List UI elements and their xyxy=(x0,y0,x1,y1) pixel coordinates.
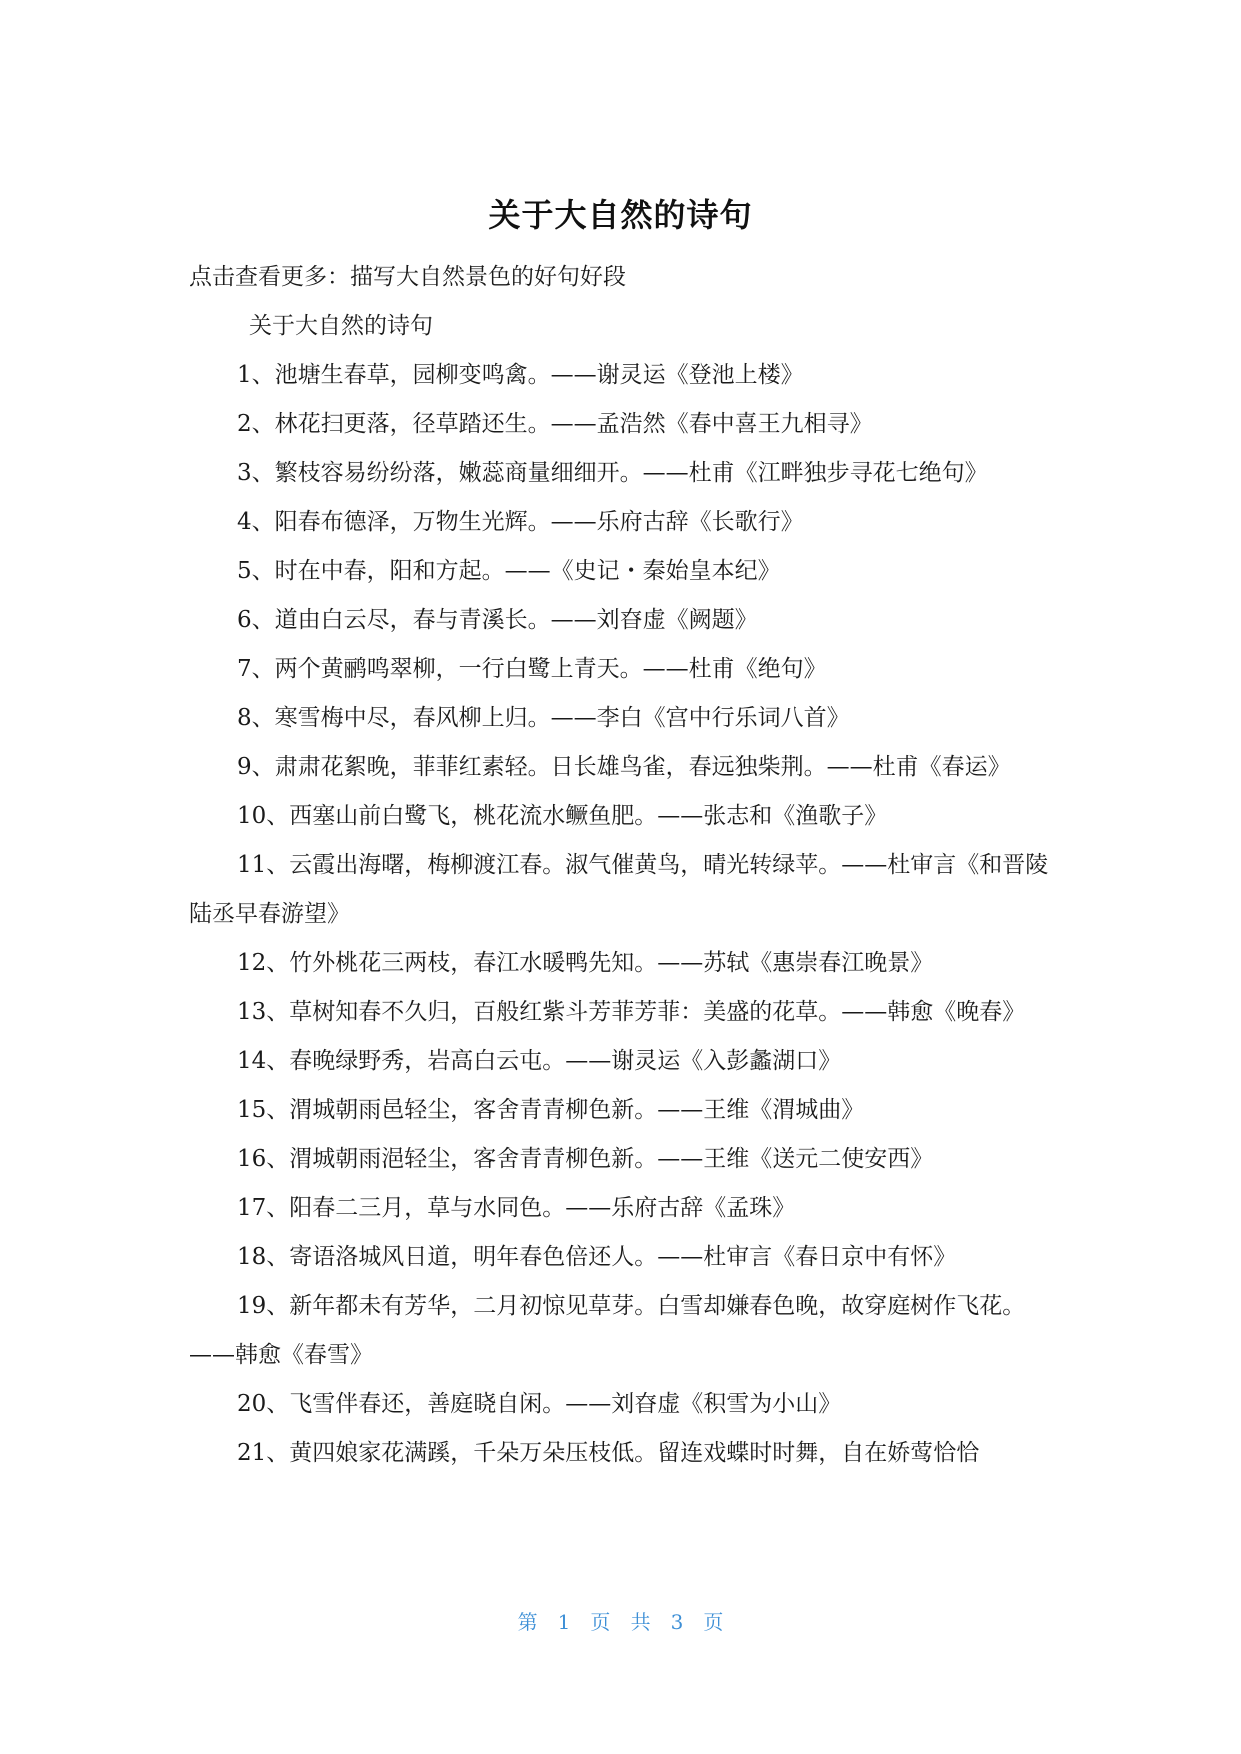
poem-line: 13、草树知春不久归，百般红紫斗芳菲芳菲：美盛的花草。——韩愈《晚春》 xyxy=(237,999,1026,1025)
footer-label-page: 第 xyxy=(517,1610,538,1634)
document-title: 关于大自然的诗句 xyxy=(488,196,753,234)
poem-line: 5、时在中春，阳和方起。——《史记・秦始皇本纪》 xyxy=(237,558,781,584)
poem-line: 2、林花扫更落，径草踏还生。——孟浩然《春中喜王九相寻》 xyxy=(237,411,873,437)
footer-label-of: 页 共 xyxy=(590,1610,651,1634)
footer-label-pages: 页 xyxy=(703,1610,724,1634)
poem-line: 21、黄四娘家花满蹊，千朵万朵压枝低。留连戏蝶时时舞，自在娇莺恰恰 xyxy=(237,1440,980,1466)
document-body xyxy=(189,253,1049,1478)
poem-line: 3、繁枝容易纷纷落，嫩蕊商量细细开。——杜甫《江畔独步寻花七绝句》 xyxy=(237,460,988,486)
poem-line: 12、竹外桃花三两枝，春江水暖鸭先知。——苏轼《惠崇春江晚景》 xyxy=(237,950,934,976)
poem-line: 10、西塞山前白鹭飞，桃花流水鳜鱼肥。——张志和《渔歌子》 xyxy=(237,803,888,829)
footer-total-pages: 3 xyxy=(670,1610,684,1634)
poem-line: 20、飞雪伴春还，善庭晓自闲。——刘昚虚《积雪为小山》 xyxy=(237,1391,842,1417)
poem-line: 11、云霞出海曙，梅柳渡江春。淑气催黄鸟，晴光转绿苹。——杜审言《和晋陵陆丞早春游望》 xyxy=(189,852,1049,927)
poem-line: 8、寒雪梅中尽，春风柳上归。——李白《宫中行乐词八首》 xyxy=(237,705,850,731)
poem-line: 15、渭城朝雨邑轻尘，客舍青青柳色新。——王维《渭城曲》 xyxy=(237,1097,865,1123)
poem-line: 6、道由白云尽，春与青溪长。——刘昚虚《阙题》 xyxy=(237,607,758,633)
poem-line: 16、渭城朝雨浥轻尘，客舍青青柳色新。——王维《送元二使安西》 xyxy=(237,1146,934,1172)
poem-line: 1、池塘生春草，园柳变鸣禽。——谢灵运《登池上楼》 xyxy=(237,362,804,388)
poem-line: 18、寄语洛城风日道，明年春色倍还人。——杜审言《春日京中有怀》 xyxy=(237,1244,957,1270)
page-footer xyxy=(0,1606,1241,1635)
poem-line: 4、阳春布德泽，万物生光辉。——乐府古辞《长歌行》 xyxy=(237,509,804,535)
poem-line: 19、新年都未有芳华，二月初惊见草芽。白雪却嫌春色晚，故穿庭树作飞花。——韩愈《春雪》 xyxy=(189,1293,1026,1368)
section-subtitle: 关于大自然的诗句 xyxy=(249,313,433,339)
footer-current-page: 1 xyxy=(557,1610,571,1634)
poem-line: 14、春晚绿野秀，岩高白云屯。——谢灵运《入彭蠡湖口》 xyxy=(237,1048,842,1074)
more-link[interactable]: 点击查看更多：描写大自然景色的好句好段 xyxy=(189,264,626,290)
poem-line: 17、阳春二三月，草与水同色。——乐府古辞《孟珠》 xyxy=(237,1195,796,1221)
poem-line: 7、两个黄鹂鸣翠柳，一行白鹭上青天。——杜甫《绝句》 xyxy=(237,656,827,682)
poem-line: 9、肃肃花絮晚，菲菲红素轻。日长雄鸟雀，春远独柴荆。——杜甫《春运》 xyxy=(237,754,1011,780)
